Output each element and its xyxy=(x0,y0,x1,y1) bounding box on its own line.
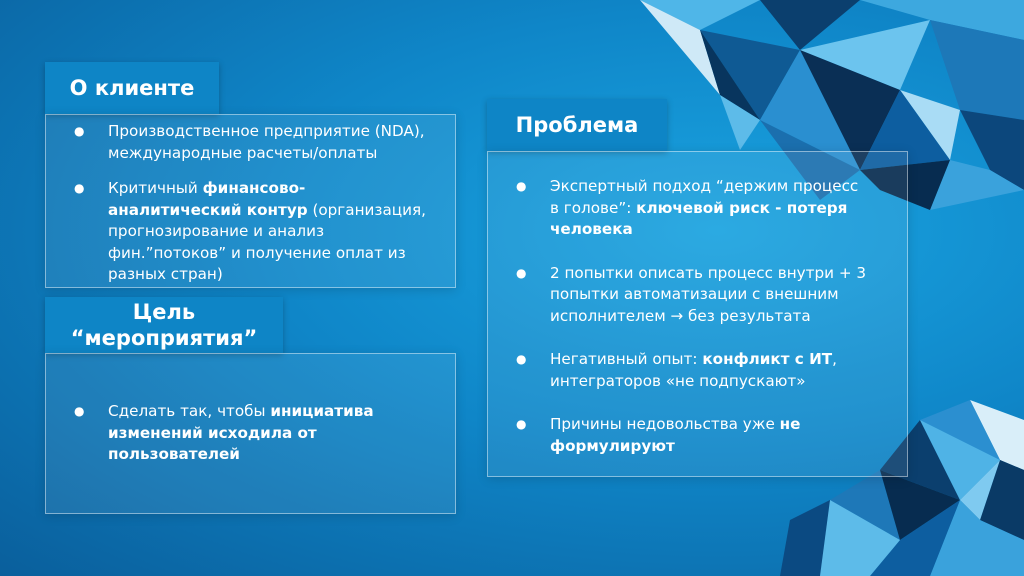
bullet-text-bold: не формулируют xyxy=(550,415,801,455)
bullet-text-bold: финансово-аналитический контур xyxy=(108,179,308,219)
bullet-item xyxy=(488,349,907,392)
client-title-text: О клиенте xyxy=(69,76,195,100)
bullet-dot: ● xyxy=(516,265,527,280)
client-section-title xyxy=(45,62,219,114)
goal-title-line1: Цель xyxy=(132,300,196,324)
goal-bullet-list xyxy=(46,401,455,466)
bullet-text: 2 попытки описать процесс внутри + 3 попытки автоматизации с внешним исполнителем → без результата xyxy=(550,263,867,325)
bullet-text: Критичный xyxy=(108,179,203,197)
bullet-text-bold: ключевой риск - потеря человека xyxy=(550,198,848,238)
bullet-text: Причины недовольства уже xyxy=(550,415,780,433)
goal-panel xyxy=(45,353,456,514)
bullet-item xyxy=(46,178,455,286)
bullet-text-bold: конфликт с ИТ xyxy=(702,350,833,368)
client-panel xyxy=(45,114,456,288)
bullet-item xyxy=(488,176,907,241)
bullet-dot: ● xyxy=(516,179,527,193)
problem-bullet-list xyxy=(488,176,907,457)
goal-section-title xyxy=(45,297,283,353)
bullet-dot: ● xyxy=(516,417,527,431)
bullet-dot: ● xyxy=(516,352,527,366)
bullet-text: (организация, прогнозирование и анализ фин.”потоков” и получение оплат из разных стран) xyxy=(108,200,426,283)
client-bullet-list xyxy=(46,121,455,286)
bullet-dot: ● xyxy=(74,404,85,419)
bullet-item xyxy=(488,414,907,457)
bullet-text: Сделать так, чтобы xyxy=(108,402,271,421)
bullet-dot: ● xyxy=(74,181,85,195)
bullet-text: Экспертный подход “держим процесс в голове”: xyxy=(550,177,859,217)
bullet-item xyxy=(488,263,907,328)
bullet-item xyxy=(46,401,455,466)
problem-section-title xyxy=(487,99,667,151)
problem-title-text: Проблема xyxy=(515,113,639,137)
bullet-text: Производственное предприятие (NDA), международные расчеты/оплаты xyxy=(108,122,425,162)
bullet-text: , интеграторов «не подпускают» xyxy=(550,350,837,390)
bullet-text-bold: инициатива изменений исходила от пользователей xyxy=(108,402,374,464)
bullet-item xyxy=(46,121,455,164)
goal-title-line2: “мероприятия” xyxy=(70,326,258,350)
bullet-dot: ● xyxy=(74,124,85,138)
problem-panel xyxy=(487,151,908,477)
bullet-text: Негативный опыт: xyxy=(550,350,703,368)
